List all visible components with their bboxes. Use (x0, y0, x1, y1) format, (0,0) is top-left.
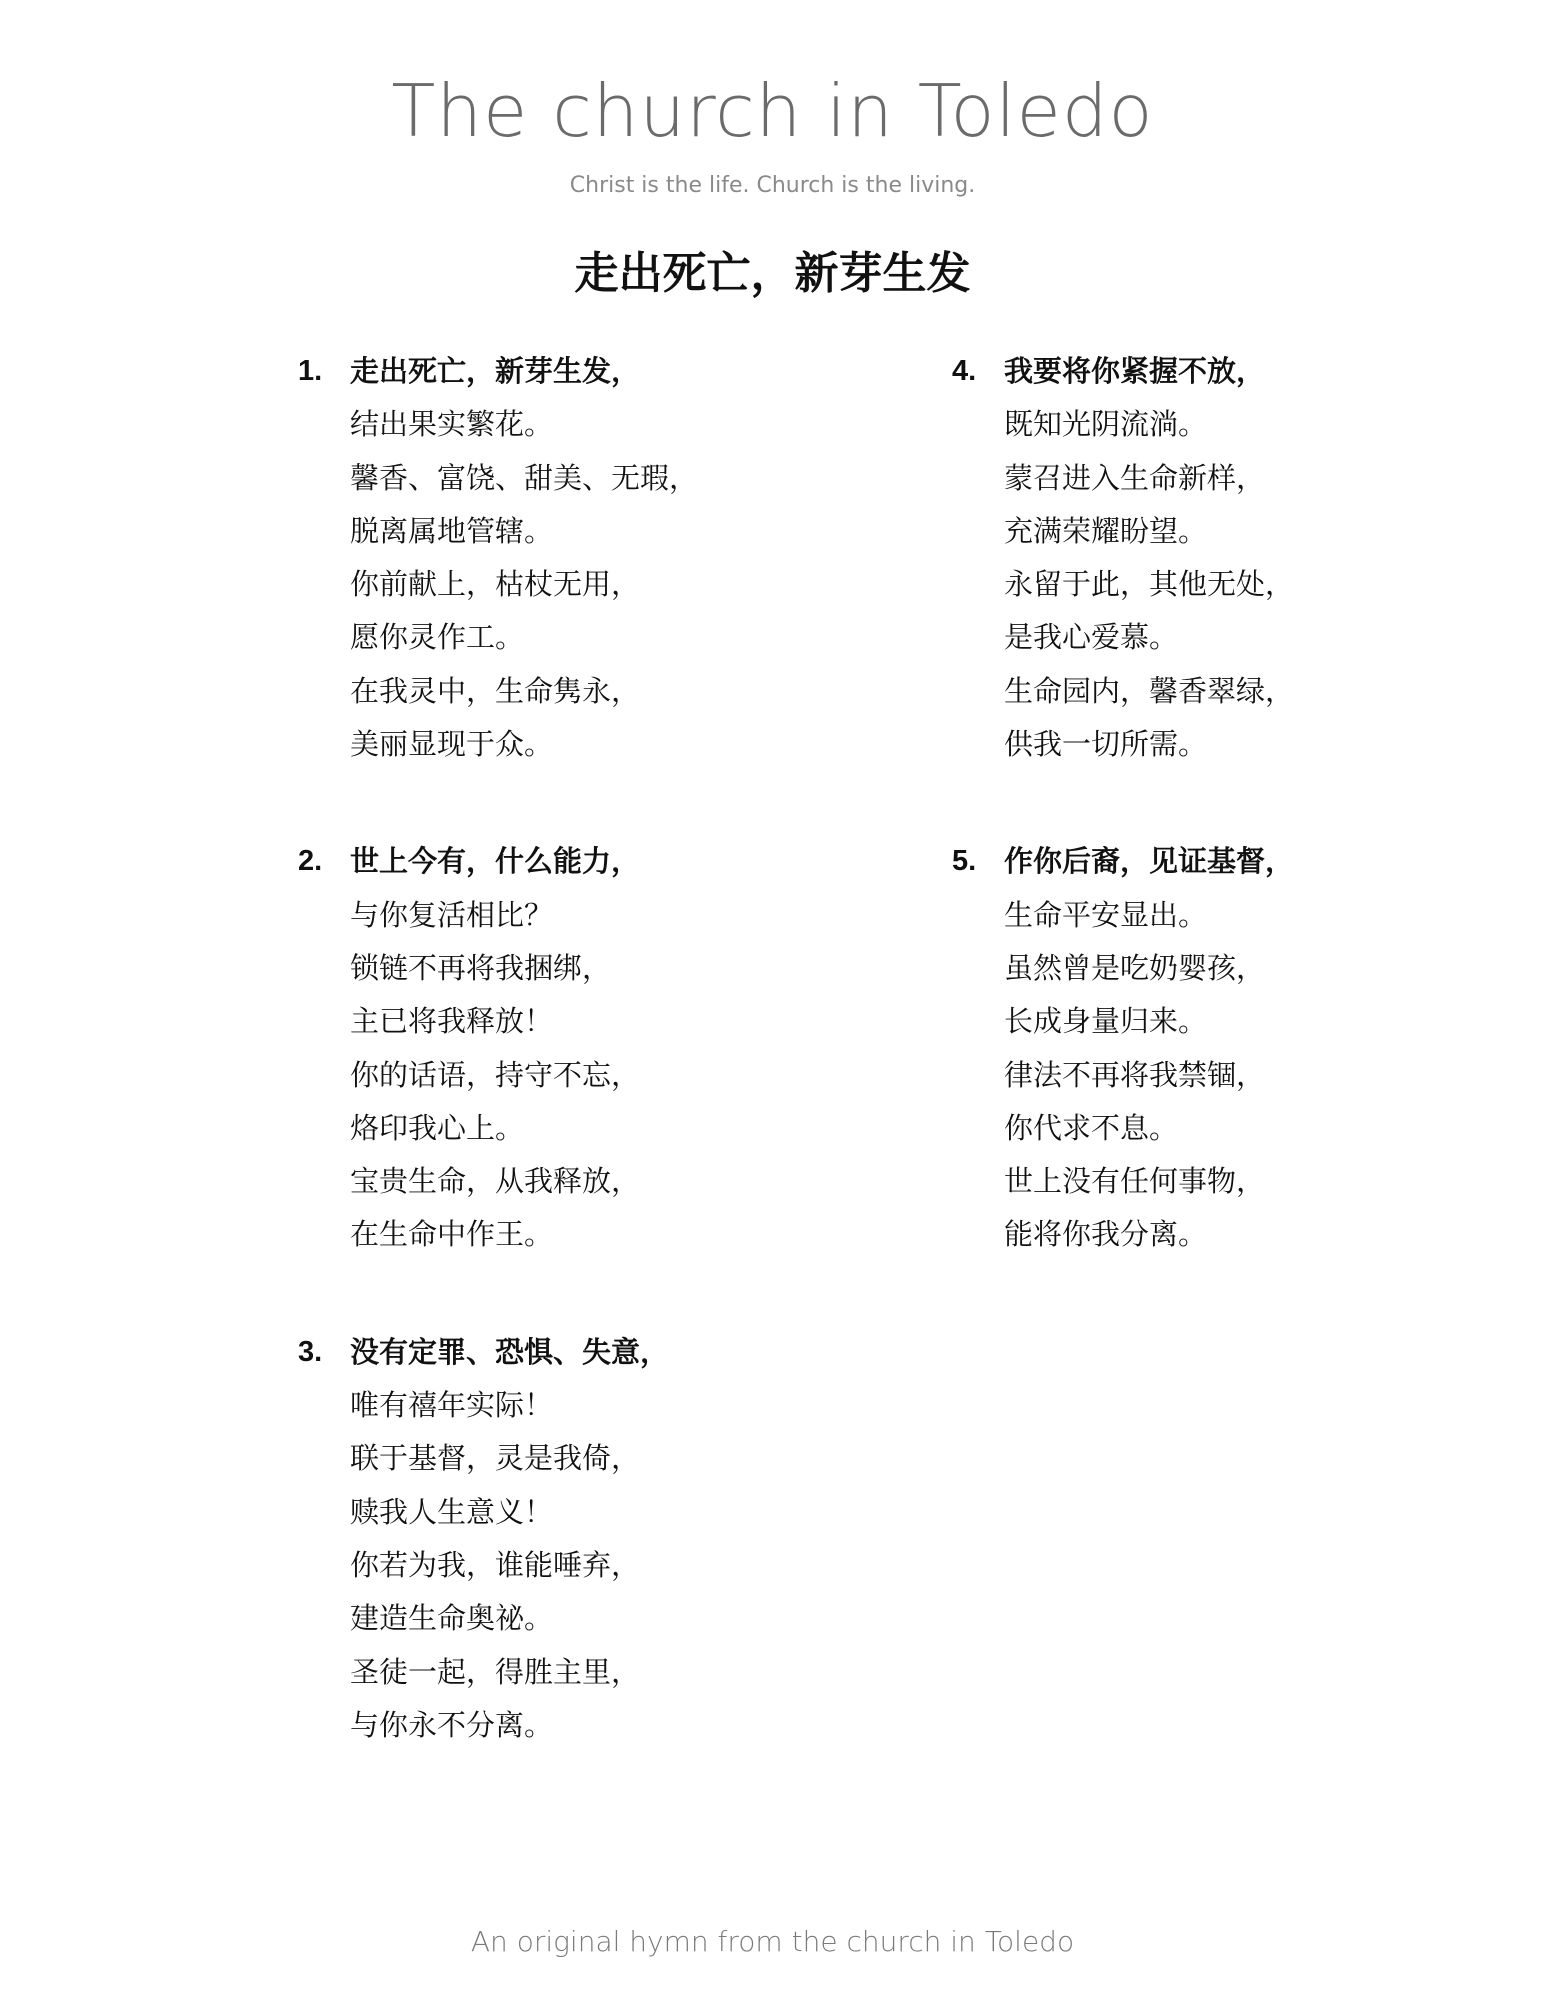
stanza-5 (952, 835, 1545, 1261)
stanza-number: 5. (952, 845, 977, 878)
lyric-line: 你前献上，枯杖无用， (350, 567, 641, 602)
lyric-line: 供我一切所需。 (1004, 727, 1208, 762)
lyric-line: 在我灵中，生命隽永， (350, 673, 641, 708)
lyric-line: 建造生命奥祕。 (350, 1601, 554, 1636)
lyrics-column-right (952, 345, 1545, 1326)
lyric-line: 生命平安显出。 (1004, 897, 1208, 932)
lyric-line: 唯有禧年实际！ (350, 1388, 554, 1423)
hymn-title: 走出死亡，新芽生发 (574, 248, 971, 299)
stanza-number: 4. (952, 355, 977, 387)
lyric-line: 圣徒一起，得胜主里， (350, 1654, 641, 1689)
lyric-line: 世上今有，什么能力， (350, 844, 641, 879)
lyric-line: 你代求不息。 (1004, 1110, 1179, 1145)
lyric-line: 既知光阴流淌。 (1004, 407, 1208, 442)
lyric-line: 与你复活相比？ (350, 897, 554, 932)
lyric-line: 能将你我分离。 (1004, 1217, 1208, 1252)
lyric-line: 律法不再将我禁锢， (1004, 1057, 1266, 1092)
lyric-line: 烙印我心上。 (350, 1110, 525, 1145)
page-footer: An original hymn from the church in Toledo (470, 1925, 1075, 1958)
lyric-line: 世上没有任何事物， (1004, 1164, 1266, 1199)
lyric-line: 蒙召进入生命新样， (1004, 460, 1266, 495)
lyric-line: 作你后裔，见证基督， (1004, 844, 1295, 879)
lyric-line: 没有定罪、恐惧、失意， (350, 1334, 670, 1369)
stanza-number: 2. (298, 845, 323, 878)
stanza-4 (952, 345, 1545, 771)
lyric-line: 愿你灵作工。 (350, 620, 525, 655)
lyric-line: 你若为我，谁能唾弃， (350, 1547, 641, 1582)
lyric-line: 与你永不分离。 (350, 1707, 554, 1742)
lyrics-column-left (298, 345, 918, 1816)
lyric-line: 永留于此，其他无处， (1004, 567, 1295, 602)
page-header (0, 66, 1545, 200)
site-title: The church in Toledo (391, 69, 1154, 153)
stanza-2 (298, 835, 918, 1261)
site-tagline: Christ is the life. Church is the living. (569, 173, 976, 198)
lyric-line: 虽然曾是吃奶婴孩， (1004, 950, 1266, 985)
stanza-number: 3. (298, 1335, 323, 1368)
stanza-3 (298, 1326, 918, 1752)
lyric-line: 是我心爱慕。 (1004, 620, 1179, 655)
lyric-line: 联于基督，灵是我倚， (350, 1441, 641, 1476)
lyric-line: 美丽显现于众。 (350, 727, 554, 762)
lyric-line: 赎我人生意义！ (350, 1494, 554, 1529)
lyric-line: 主已将我释放！ (350, 1004, 554, 1039)
lyric-line: 走出死亡，新芽生发， (350, 354, 641, 388)
lyric-line: 馨香、富饶、甜美、无瑕， (350, 460, 699, 495)
lyric-line: 结出果实繁花。 (350, 407, 554, 442)
lyric-line: 宝贵生命，从我释放， (350, 1164, 641, 1199)
lyric-line: 脱离属地管辖。 (350, 513, 554, 548)
lyric-line: 锁链不再将我捆绑， (350, 950, 612, 985)
stanza-number: 1. (298, 355, 323, 387)
lyric-line: 你的话语，持守不忘， (350, 1057, 641, 1092)
lyric-line: 充满荣耀盼望。 (1004, 513, 1208, 548)
lyric-line: 长成身量归来。 (1004, 1004, 1208, 1039)
stanza-1 (298, 345, 918, 771)
lyric-line: 我要将你紧握不放， (1004, 354, 1266, 388)
lyric-line: 在生命中作王。 (350, 1217, 554, 1252)
lyric-line: 生命园内，馨香翠绿， (1004, 673, 1295, 708)
